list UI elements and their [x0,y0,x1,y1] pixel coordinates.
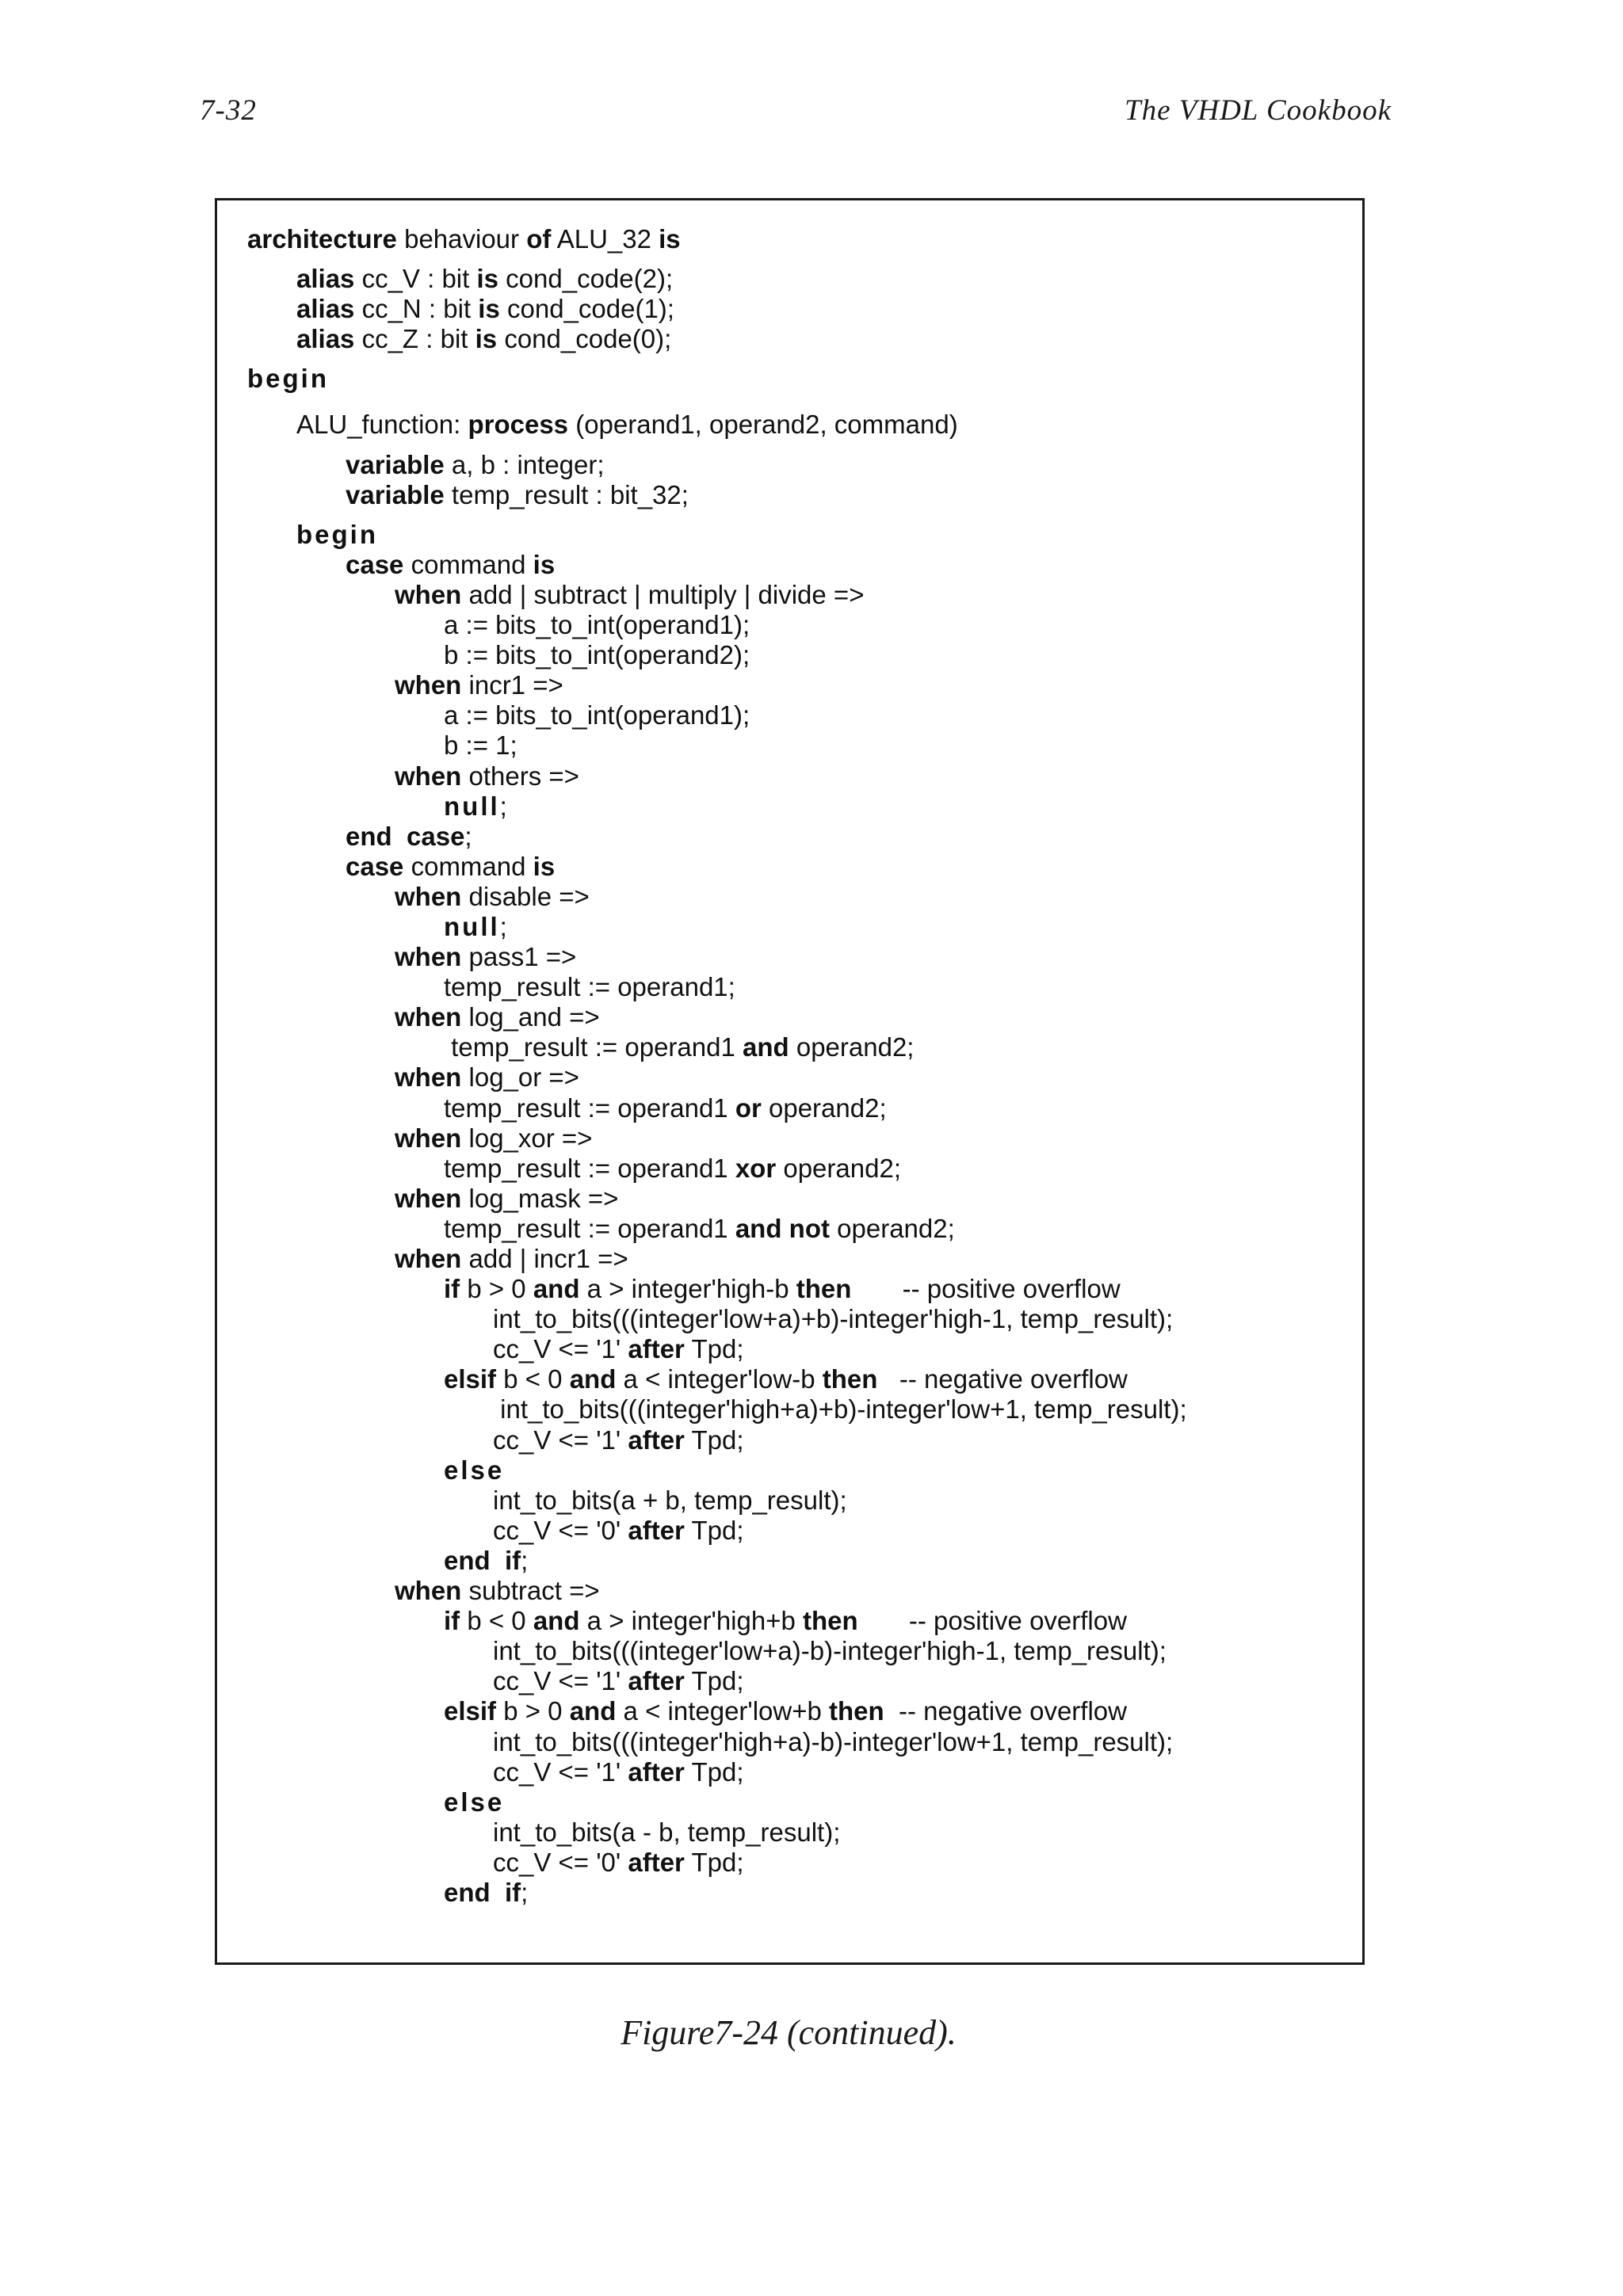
code-keyword: and [533,1274,580,1304]
code-keyword: if [444,1606,460,1636]
code-text: ; [521,1877,529,1907]
code-keyword: and [569,1364,617,1394]
code-line [247,410,1187,440]
code-line [247,1817,1187,1848]
code-keyword: alias [296,264,355,294]
code-keyword: then [796,1274,852,1304]
code-line [247,942,1187,972]
code-text: ; [499,791,507,821]
code-line [247,791,1187,822]
code-text: cc_V <= '1' [493,1666,628,1696]
code-keyword: is [659,224,681,254]
code-keyword: variable [346,449,445,479]
code-keyword: is [478,294,500,324]
code-line [247,1154,1187,1184]
code-line [247,294,1187,324]
code-text: command [403,549,533,579]
code-line [247,1757,1187,1787]
code-text: others => [461,761,579,791]
code-text: cc_V <= '1' [493,1425,628,1455]
code-keyword: when [395,761,462,791]
code-keyword: and not [735,1213,830,1243]
code-keyword: begin [296,519,378,549]
code-line [247,1606,1187,1636]
code-keyword: and [743,1032,789,1062]
code-keyword: when [395,1576,462,1606]
code-line [247,1304,1187,1334]
code-line [247,852,1187,882]
code-line [247,882,1187,912]
code-text: operand2; [789,1032,915,1062]
code-text: cc_V <= '0' [493,1847,628,1877]
code-text: operand2; [761,1093,887,1123]
code-text: a < integer'low+b [616,1696,830,1726]
code-line [247,1516,1187,1546]
code-line [247,1878,1187,1908]
code-line [247,670,1187,700]
code-text: temp_result := operand1 [444,1213,735,1243]
code-text: cc_V <= '1' [493,1334,628,1364]
code-line [247,1244,1187,1274]
code-keyword: is [533,851,556,881]
code-text: Tpd; [684,1756,744,1787]
code-keyword: when [395,1062,462,1093]
code-keyword: when [395,1183,462,1213]
code-line [247,640,1187,670]
code-text: b < 0 [460,1606,533,1636]
code-keyword: end if [444,1877,521,1907]
code-keyword: is [475,324,498,354]
code-text: ; [464,821,472,851]
code-text: ; [521,1545,529,1575]
code-keyword: if [444,1274,460,1304]
code-keyword: is [533,549,556,579]
code-text: cc_N : bit [354,294,479,324]
code-text: log_and => [461,1002,600,1032]
code-keyword: null [444,911,500,941]
code-keyword: after [628,1425,685,1455]
code-keyword: of [526,224,552,254]
code-listing-box [215,198,1365,1965]
code-line [247,1364,1187,1394]
code-text: Tpd; [684,1515,744,1545]
code-line [247,1274,1187,1304]
code-keyword: else [444,1455,505,1485]
code-text: b > 0 [460,1274,533,1304]
code-text: (operand1, operand2, command) [568,410,958,440]
code-line [247,1455,1187,1486]
code-text: disable => [461,881,590,911]
code-keyword: architecture [247,224,397,254]
code-text: a > integer'high-b [579,1274,796,1304]
code-line [247,1394,1187,1425]
code-keyword: when [395,1002,462,1032]
code-keyword: when [395,1244,462,1273]
code-text: operand2; [829,1213,955,1243]
code-line [247,1636,1187,1666]
code-keyword: and [569,1696,617,1726]
code-keyword: then [822,1364,878,1394]
code-text: ALU_function: [296,410,468,440]
code-keyword: null [444,791,500,821]
code-text: cond_code(2); [498,264,674,294]
code-keyword: when [395,670,462,700]
code-keyword: and [533,1606,580,1636]
code-text: Tpd; [684,1334,744,1364]
code-line [247,550,1187,580]
code-text: temp_result := operand1 [444,1093,735,1123]
code-text: int_to_bits(a - b, temp_result); [493,1817,841,1847]
code-text: cond_code(0); [497,324,672,354]
code-text: a > integer'high+b [579,1606,804,1636]
code-keyword: xor [735,1153,777,1183]
code-text: -- negative overflow [884,1696,1127,1726]
code-keyword: end if [444,1545,521,1575]
code-keyword: elsif [444,1364,497,1394]
code-text: a, b : integer; [444,449,605,479]
code-line [247,580,1187,610]
code-keyword: case [346,549,404,579]
code-text: behaviour [396,224,527,254]
code-text: cc_V : bit [354,264,477,294]
code-text: temp_result := operand1 [444,1153,735,1183]
code-text: temp_result : bit_32; [444,479,689,509]
code-text: ; [499,911,507,941]
code-text: a := bits_to_int(operand1); [444,610,750,640]
code-line [247,1093,1187,1123]
figure-caption: Figure7-24 (continued). [621,2013,957,2052]
code-line [247,972,1187,1002]
code-line [247,450,1187,480]
code-line [247,224,1187,254]
code-keyword: after [628,1666,685,1696]
code-keyword: then [803,1606,858,1636]
code-keyword: when [395,1123,462,1153]
code-text: Tpd; [684,1425,744,1455]
code-line [247,761,1187,791]
code-text: int_to_bits(((integer'high+a)-b)-integer'low+1, temp_result); [493,1726,1174,1756]
code-text: b < 0 [496,1364,570,1394]
code-text: -- positive overflow [851,1274,1121,1304]
code-text: b > 0 [496,1696,570,1726]
code-text: int_to_bits(((integer'low+a)-b)-integer'high-1, temp_result); [493,1636,1167,1666]
code-line [247,1696,1187,1726]
code-line [247,1062,1187,1093]
code-keyword: alias [296,294,355,324]
code-line [247,912,1187,942]
code-text: subtract => [461,1576,600,1606]
code-text: cc_Z : bit [354,324,475,354]
code-keyword: process [468,410,569,440]
code-text: a < integer'low-b [616,1364,823,1394]
code-text: b := 1; [444,730,517,761]
code-text: -- positive overflow [857,1606,1127,1636]
code-text: b := bits_to_int(operand2); [444,640,750,670]
code-line [247,480,1187,510]
code-keyword: then [829,1696,884,1726]
code-line [247,1214,1187,1244]
code-text: add | incr1 => [461,1244,628,1273]
code-keyword: elsif [444,1696,497,1726]
code-line [247,700,1187,730]
code-line [247,730,1187,761]
code-text: log_mask => [461,1183,619,1213]
code-line [247,364,1187,394]
code-text: cc_V <= '1' [493,1756,628,1787]
code-line [247,822,1187,852]
code-text: int_to_bits(((integer'high+a)+b)-integer'low+1, temp_result); [493,1394,1187,1425]
code-text: int_to_bits(((integer'low+a)+b)-integer'high-1, temp_result); [493,1304,1174,1334]
code-line [247,1002,1187,1032]
code-line [247,1123,1187,1154]
code-keyword: end case [346,821,465,851]
code-listing [247,224,1187,1908]
code-keyword: after [628,1756,685,1787]
code-line [247,1787,1187,1817]
code-text: Tpd; [684,1847,744,1877]
code-line [247,1666,1187,1696]
code-text: cond_code(1); [499,294,674,324]
code-line [247,1486,1187,1516]
page-number: 7-32 [200,94,257,127]
code-text: Tpd; [684,1666,744,1696]
code-keyword: else [444,1787,505,1817]
running-title: The VHDL Cookbook [1125,94,1392,127]
code-line [247,1425,1187,1455]
code-text: pass1 => [461,942,577,972]
code-line [247,1546,1187,1576]
code-line [247,610,1187,640]
code-text: cc_V <= '0' [493,1515,628,1545]
code-text: command [403,851,533,881]
code-text: int_to_bits(a + b, temp_result); [493,1485,847,1515]
code-keyword: when [395,881,462,911]
code-text: log_or => [461,1062,579,1093]
code-line [247,520,1187,550]
code-keyword: when [395,579,462,609]
code-keyword: when [395,942,462,972]
code-keyword: after [628,1334,685,1364]
code-line [247,1727,1187,1757]
code-line [247,1184,1187,1214]
code-line [247,1576,1187,1606]
code-text: incr1 => [461,670,563,700]
code-text: log_xor => [461,1123,593,1153]
code-keyword: is [476,264,498,294]
code-keyword: variable [346,479,445,509]
code-text: ALU_32 [551,224,659,254]
code-keyword: alias [296,324,355,354]
code-line [247,264,1187,294]
code-line [247,1032,1187,1062]
code-text: temp_result := operand1; [444,972,735,1002]
code-keyword: after [628,1847,685,1877]
code-text: a := bits_to_int(operand1); [444,700,750,730]
code-text: operand2; [776,1153,901,1183]
code-text: -- negative overflow [877,1364,1128,1394]
code-text: temp_result := operand1 [444,1032,743,1062]
code-text: add | subtract | multiply | divide => [461,579,865,609]
code-line [247,324,1187,354]
code-line [247,1334,1187,1364]
code-keyword: begin [247,364,329,394]
code-keyword: case [346,851,404,881]
code-keyword: or [735,1093,762,1123]
code-keyword: after [628,1515,685,1545]
code-line [247,1848,1187,1878]
